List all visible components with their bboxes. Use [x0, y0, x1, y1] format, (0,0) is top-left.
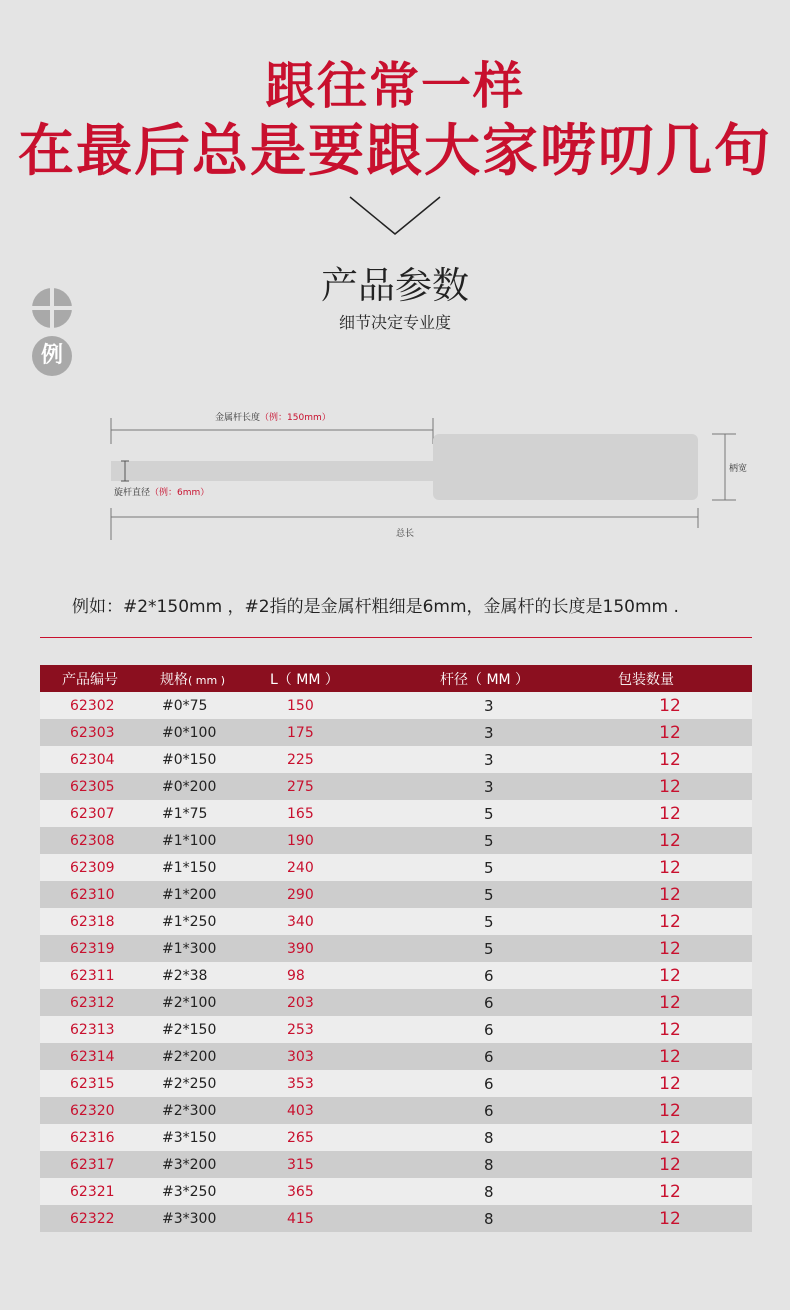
cell-code: 62314 — [70, 1048, 115, 1065]
cell-diameter: 5 — [484, 831, 494, 850]
cell-length: 225 — [287, 751, 314, 768]
rod-length-label: 金属杆长度 — [215, 413, 261, 423]
cell-diameter: 3 — [484, 723, 494, 742]
cell-qty: 12 — [659, 992, 681, 1013]
cell-code: 62308 — [70, 832, 115, 849]
header-qty: 包装数量 — [618, 671, 674, 688]
cell-qty: 12 — [659, 1046, 681, 1067]
cell-spec: #1*75 — [162, 805, 208, 822]
cell-qty: 12 — [659, 695, 681, 716]
cell-code: 62302 — [70, 697, 115, 714]
table-row — [40, 1016, 752, 1043]
table-row — [40, 800, 752, 827]
cell-spec: #0*100 — [162, 724, 217, 741]
headline-line-2: 在最后总是要跟大家唠叨几句 — [18, 118, 772, 184]
cell-qty: 12 — [659, 749, 681, 770]
cell-code: 62317 — [70, 1156, 115, 1173]
table-row — [40, 935, 752, 962]
screwdriver-rod — [111, 461, 436, 481]
svg-text:金属杆长度（例：150mm） — [215, 411, 331, 423]
cell-diameter: 6 — [484, 1101, 494, 1120]
cell-code: 62322 — [70, 1210, 115, 1227]
example-note: 例如：#2*150mm ，#2指的是金属杆粗细是6mm，金属杆的长度是150mm . — [72, 597, 679, 617]
cell-diameter: 5 — [484, 858, 494, 877]
cell-code: 62307 — [70, 805, 115, 822]
cell-length: 175 — [287, 724, 314, 741]
table-row — [40, 1205, 752, 1232]
cell-diameter: 8 — [484, 1182, 494, 1201]
cell-length: 340 — [287, 913, 314, 930]
cell-qty: 12 — [659, 938, 681, 959]
plus-icon — [32, 288, 72, 328]
spec-table — [40, 665, 752, 1232]
table-row — [40, 908, 752, 935]
header-diameter: 杆径（ MM ） — [440, 671, 530, 688]
chevron-down-icon — [348, 195, 442, 237]
svg-text:旋杆直径（例：6mm） — [114, 486, 209, 498]
cell-qty: 12 — [659, 857, 681, 878]
cell-spec: #1*100 — [162, 832, 217, 849]
cell-qty: 12 — [659, 830, 681, 851]
cell-spec: #1*200 — [162, 886, 217, 903]
cell-length: 365 — [287, 1183, 314, 1200]
table-row — [40, 773, 752, 800]
rod-diameter-example: （例：6mm） — [150, 488, 210, 498]
cell-code: 62303 — [70, 724, 115, 741]
cell-length: 403 — [287, 1102, 314, 1119]
cell-length: 98 — [287, 967, 305, 984]
cell-code: 62309 — [70, 859, 115, 876]
table-body — [40, 692, 752, 1232]
cell-length: 290 — [287, 886, 314, 903]
cell-code: 62305 — [70, 778, 115, 795]
cell-code: 62319 — [70, 940, 115, 957]
cell-code: 62315 — [70, 1075, 115, 1092]
cell-code: 62318 — [70, 913, 115, 930]
cell-spec: #3*300 — [162, 1210, 217, 1227]
table-row — [40, 1151, 752, 1178]
table-row — [40, 692, 752, 719]
cell-diameter: 8 — [484, 1209, 494, 1228]
cell-diameter: 6 — [484, 966, 494, 985]
cell-spec: #3*150 — [162, 1129, 217, 1146]
cell-length: 190 — [287, 832, 314, 849]
table-row — [40, 1043, 752, 1070]
header-code: 产品编号 — [62, 671, 118, 688]
cell-code: 62320 — [70, 1102, 115, 1119]
cell-diameter: 6 — [484, 1020, 494, 1039]
cell-qty: 12 — [659, 803, 681, 824]
cell-spec: #0*75 — [162, 697, 208, 714]
table-row — [40, 1178, 752, 1205]
cell-qty: 12 — [659, 776, 681, 797]
table-row — [40, 746, 752, 773]
cell-code: 62316 — [70, 1129, 115, 1146]
cell-diameter: 6 — [484, 993, 494, 1012]
table-row — [40, 881, 752, 908]
cell-spec: #0*200 — [162, 778, 217, 795]
cell-qty: 12 — [659, 1181, 681, 1202]
cell-qty: 12 — [659, 1100, 681, 1121]
cell-spec: #2*200 — [162, 1048, 217, 1065]
cell-spec: #1*250 — [162, 913, 217, 930]
cell-length: 275 — [287, 778, 314, 795]
product-dimension-diagram — [100, 400, 760, 550]
cell-length: 150 — [287, 697, 314, 714]
cell-code: 62321 — [70, 1183, 115, 1200]
screwdriver-handle — [433, 434, 698, 500]
table-row — [40, 827, 752, 854]
table-row — [40, 989, 752, 1016]
cell-length: 415 — [287, 1210, 314, 1227]
cell-length: 203 — [287, 994, 314, 1011]
cell-diameter: 3 — [484, 696, 494, 715]
cell-code: 62313 — [70, 1021, 115, 1038]
cell-length: 303 — [287, 1048, 314, 1065]
cell-qty: 12 — [659, 1127, 681, 1148]
cell-qty: 12 — [659, 911, 681, 932]
cell-diameter: 6 — [484, 1047, 494, 1066]
cell-qty: 12 — [659, 965, 681, 986]
cell-qty: 12 — [659, 1154, 681, 1175]
cell-spec: #2*150 — [162, 1021, 217, 1038]
cell-spec: #2*38 — [162, 967, 208, 984]
cell-spec: #2*300 — [162, 1102, 217, 1119]
cell-qty: 12 — [659, 1073, 681, 1094]
cell-length: 315 — [287, 1156, 314, 1173]
cell-diameter: 5 — [484, 885, 494, 904]
cell-spec: #3*250 — [162, 1183, 217, 1200]
example-badge-top — [32, 288, 72, 328]
cell-diameter: 8 — [484, 1155, 494, 1174]
cell-diameter: 6 — [484, 1074, 494, 1093]
cell-spec: #1*150 — [162, 859, 217, 876]
cell-diameter: 5 — [484, 939, 494, 958]
cell-qty: 12 — [659, 722, 681, 743]
cell-diameter: 8 — [484, 1128, 494, 1147]
cell-length: 240 — [287, 859, 314, 876]
cell-spec: #2*250 — [162, 1075, 217, 1092]
rod-diameter-label: 旋杆直径 — [114, 488, 151, 498]
total-length-label: 总长 — [396, 529, 415, 539]
cell-code: 62304 — [70, 751, 115, 768]
header-spec: 规格( mm ) — [160, 671, 226, 688]
cell-diameter: 5 — [484, 912, 494, 931]
cell-diameter: 3 — [484, 777, 494, 796]
cell-spec: #3*200 — [162, 1156, 217, 1173]
cell-diameter: 5 — [484, 804, 494, 823]
cell-code: 62310 — [70, 886, 115, 903]
table-header — [40, 665, 752, 692]
cell-length: 390 — [287, 940, 314, 957]
cell-qty: 12 — [659, 1208, 681, 1229]
cell-code: 62312 — [70, 994, 115, 1011]
cell-code: 62311 — [70, 967, 115, 984]
rod-length-example: （例：150mm） — [260, 413, 331, 423]
table-row — [40, 719, 752, 746]
table-row — [40, 854, 752, 881]
cell-length: 253 — [287, 1021, 314, 1038]
cell-length: 353 — [287, 1075, 314, 1092]
cell-diameter: 3 — [484, 750, 494, 769]
cell-spec: #0*150 — [162, 751, 217, 768]
table-row — [40, 1124, 752, 1151]
cell-length: 265 — [287, 1129, 314, 1146]
table-row — [40, 962, 752, 989]
table-row — [40, 1070, 752, 1097]
table-row — [40, 1097, 752, 1124]
example-badge-bottom: 例 — [32, 336, 72, 376]
section-title: 产品参数 — [321, 264, 469, 307]
cell-qty: 12 — [659, 1019, 681, 1040]
cell-length: 165 — [287, 805, 314, 822]
cell-qty: 12 — [659, 884, 681, 905]
cell-spec: #1*300 — [162, 940, 217, 957]
divider — [40, 637, 752, 638]
section-subtitle: 细节决定专业度 — [338, 313, 451, 332]
handle-width-label: 柄宽 — [729, 464, 748, 474]
headline-line-1: 跟往常一样 — [265, 56, 525, 115]
cell-spec: #2*100 — [162, 994, 217, 1011]
header-length: L（ MM ） — [270, 671, 339, 688]
